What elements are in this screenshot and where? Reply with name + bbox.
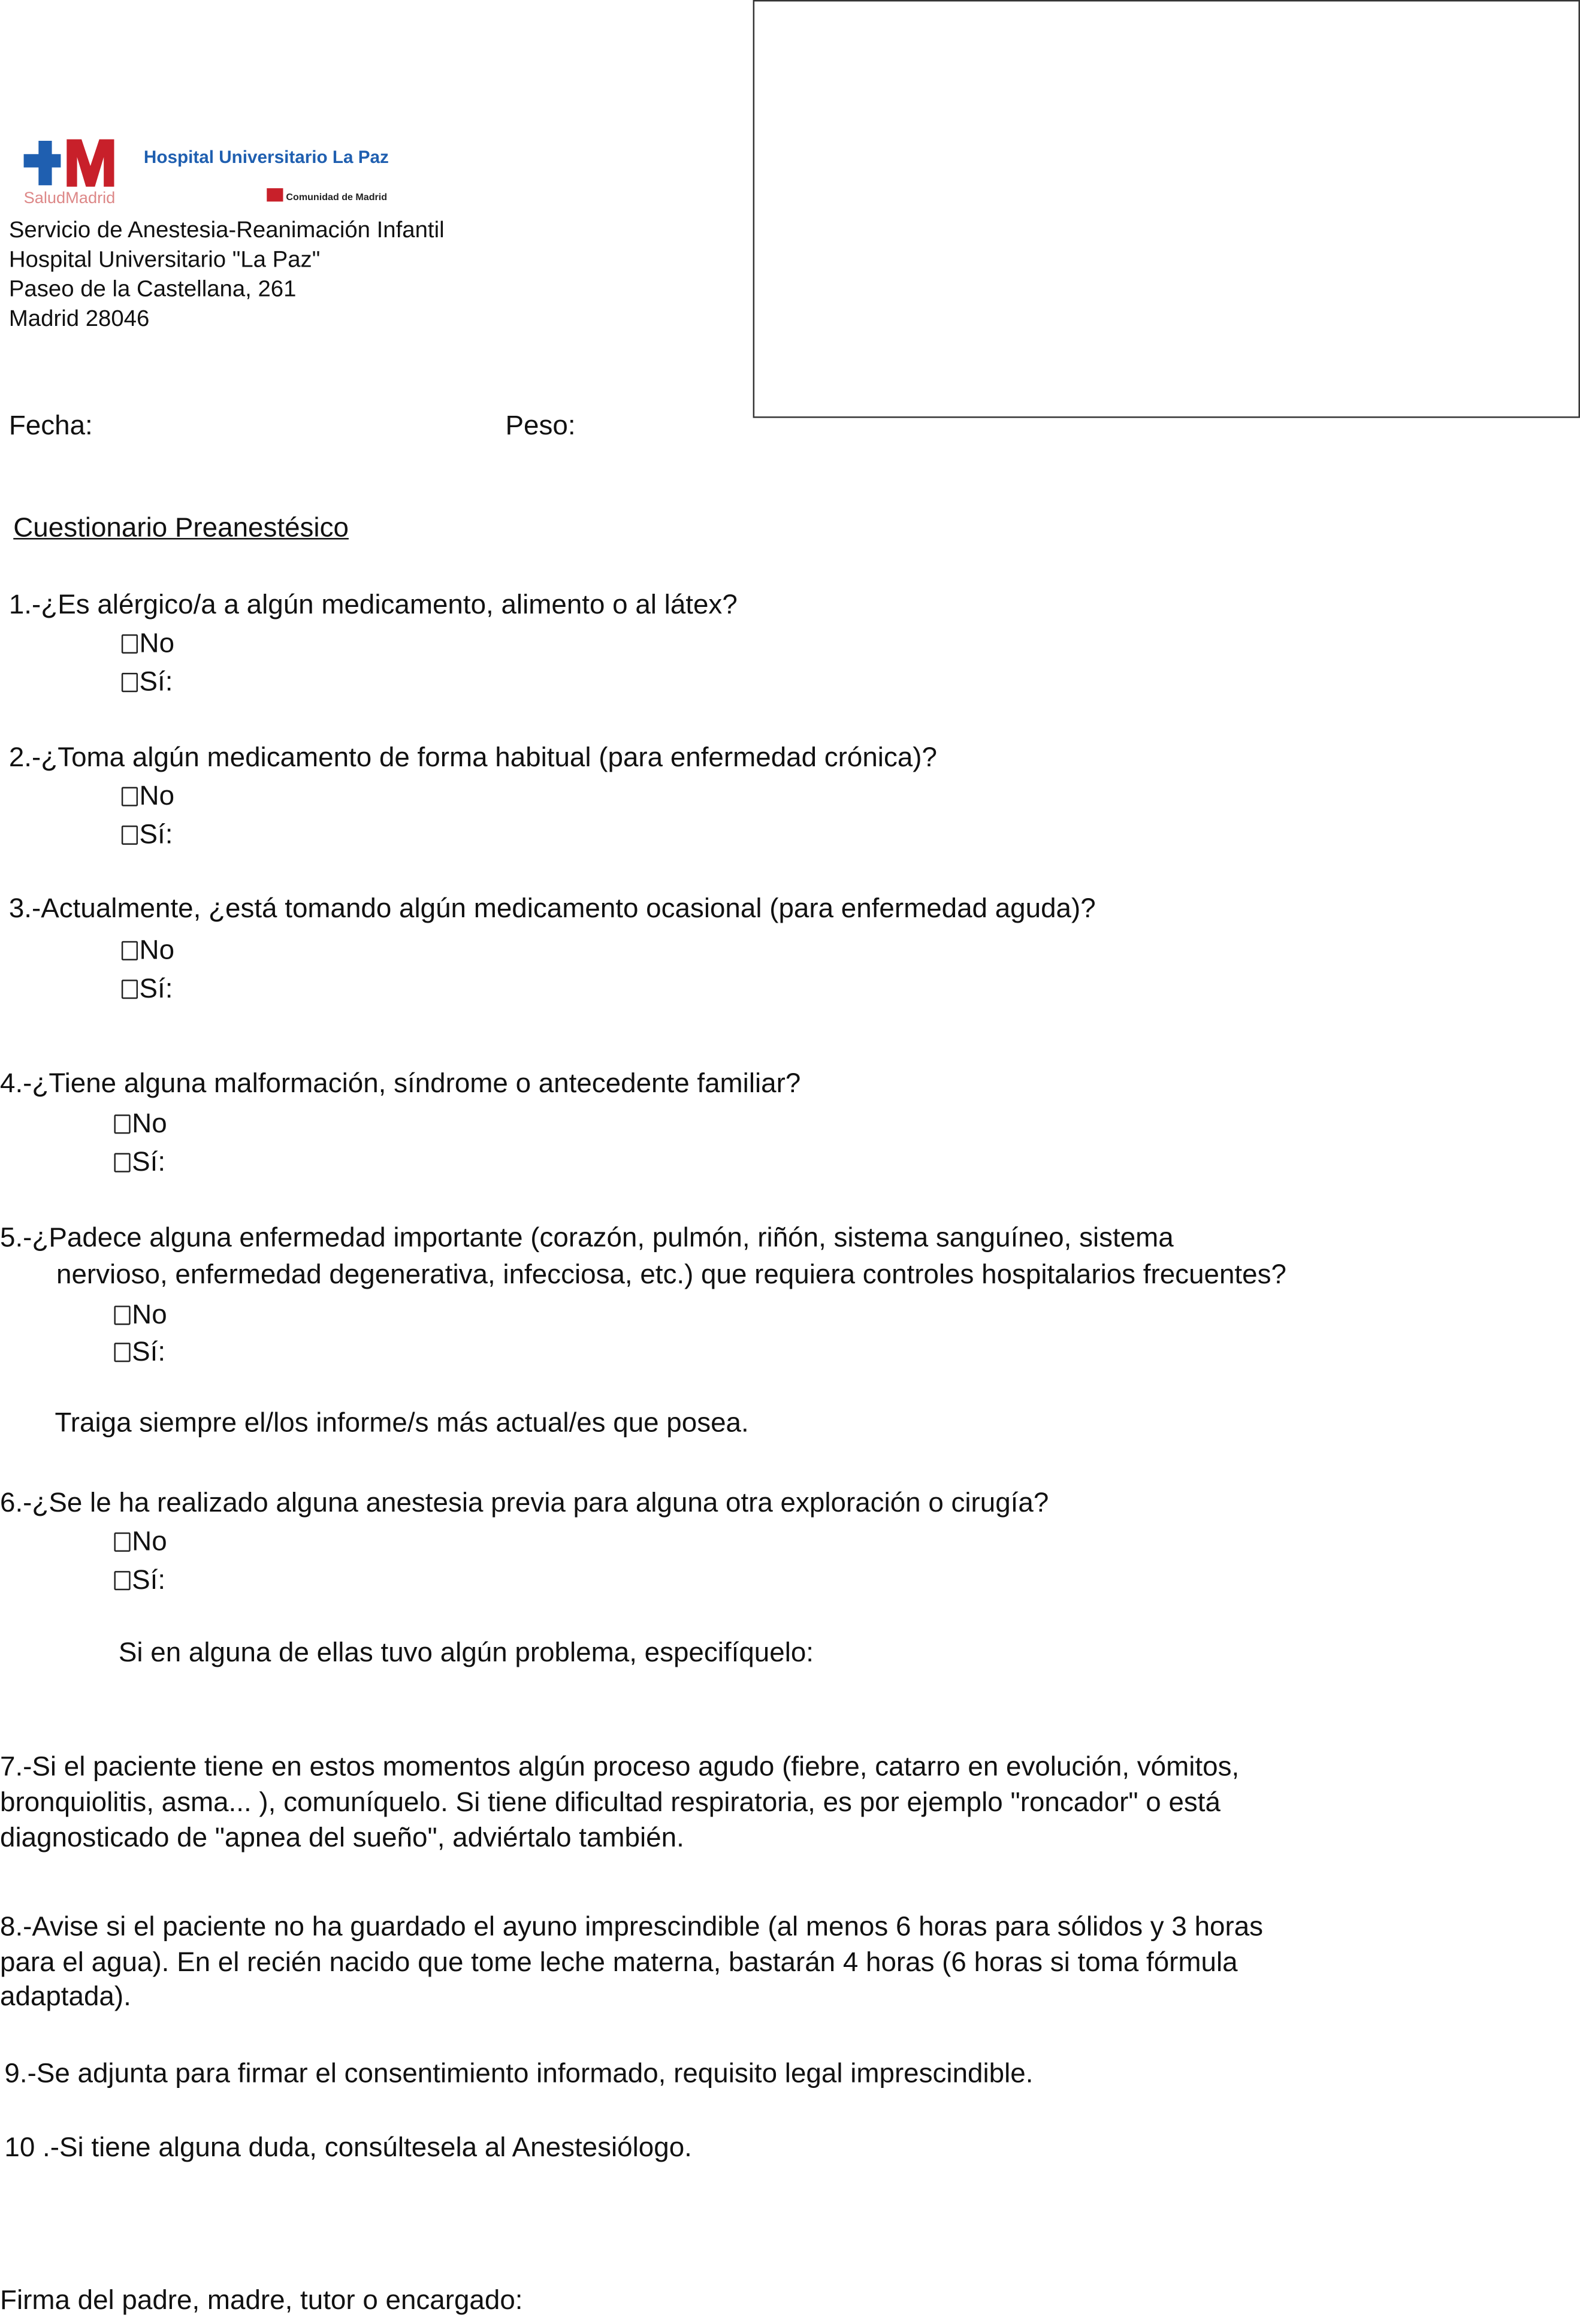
option-si-3[interactable] (122, 972, 173, 1005)
option-label: Sí: (132, 1563, 166, 1595)
form-title: Cuestionario Preanestésico (13, 511, 349, 543)
checkbox[interactable] (122, 941, 138, 960)
checkbox[interactable] (114, 1571, 130, 1590)
svg-text:Comunidad de Madrid: Comunidad de Madrid (286, 191, 388, 203)
note-6: Si en alguna de ellas tuvo algún problema, especifíquelo: (118, 1636, 814, 1667)
label-box (753, 0, 1580, 418)
option-si-4[interactable] (114, 1146, 165, 1178)
checkbox[interactable] (122, 673, 138, 692)
item-7-line: 7.-Si el paciente tiene en estos momentos algún proceso agudo (fiebre, catarro en evolución, vómitos, (0, 1750, 1240, 1782)
option-label: Sí: (132, 1146, 166, 1177)
address-line: Servicio de Anestesia-Reanimación Infantil (8, 217, 445, 243)
item-7-line: diagnosticado de "apnea del sueño", adviértalo también. (0, 1821, 684, 1853)
option-label: No (139, 779, 175, 811)
option-label: No (132, 1525, 167, 1557)
option-si-2[interactable] (122, 818, 173, 850)
question-6: 6.-¿Se le ha realizado alguna anestesia previa para alguna otra exploración o cirugía? (0, 1486, 1049, 1518)
option-label: No (132, 1298, 167, 1329)
question-5: 5.-¿Padece alguna enfermedad importante (corazón, pulmón, riñón, sistema sanguíneo, sistema (0, 1221, 1174, 1253)
option-no-2[interactable] (122, 779, 174, 812)
checkbox[interactable] (122, 826, 138, 845)
checkbox[interactable] (122, 634, 138, 654)
option-no-3[interactable] (122, 933, 174, 966)
signature-label: Firma del padre, madre, tutor o encargado: (0, 2283, 523, 2315)
option-no-1[interactable] (122, 627, 174, 659)
option-si-6[interactable] (114, 1564, 165, 1596)
question-1: 1.-¿Es alérgico/a a algún medicamento, alimento o al látex? (8, 588, 738, 620)
question-3: 3.-Actualmente, ¿está tomando algún medicamento ocasional (para enfermedad aguda)? (8, 892, 1096, 924)
address-line: Hospital Universitario "La Paz" (8, 247, 321, 273)
option-no-4[interactable] (114, 1107, 167, 1140)
question-2: 2.-¿Toma algún medicamento de forma habitual (para enfermedad crónica)? (8, 741, 937, 772)
item-10: 10 .-Si tiene alguna duda, consúltesela al Anestesiólogo. (4, 2131, 692, 2163)
salud-madrid-logo-icon (18, 134, 418, 211)
checkbox[interactable] (122, 787, 138, 806)
option-label: Sí: (139, 665, 173, 697)
option-label: Sí: (132, 1335, 166, 1367)
item-8-line: para el agua). En el recién nacido que tome leche materna, bastarán 4 horas (6 horas si toma fórmula (0, 1945, 1238, 1977)
option-si-1[interactable] (122, 666, 173, 698)
option-label: Sí: (139, 972, 173, 1004)
svg-text:SaludMadrid: SaludMadrid (23, 188, 116, 207)
address-line: Madrid 28046 (8, 307, 150, 333)
option-label: No (132, 1107, 167, 1138)
item-8-line: adaptada). (0, 1980, 131, 2011)
option-label: No (139, 627, 175, 658)
checkbox[interactable] (114, 1305, 130, 1325)
option-no-6[interactable] (114, 1525, 167, 1557)
checkbox[interactable] (114, 1153, 130, 1172)
address-line: Paseo de la Castellana, 261 (8, 277, 297, 303)
option-label: Sí: (139, 818, 173, 850)
checkbox[interactable] (114, 1533, 130, 1552)
checkbox[interactable] (114, 1114, 130, 1134)
fecha-label: Fecha: (8, 409, 93, 440)
item-9: 9.-Se adjunta para firmar el consentimiento informado, requisito legal imprescindible. (4, 2057, 1034, 2089)
option-si-5[interactable] (114, 1335, 165, 1368)
svg-text:Hospital Universitario La Paz: Hospital Universitario La Paz (143, 147, 389, 168)
checkbox[interactable] (122, 980, 138, 999)
option-no-5[interactable] (114, 1298, 167, 1331)
hospital-logo (18, 134, 418, 211)
item-7-line: bronquiolitis, asma... ), comuníquelo. Si tiene dificultad respiratoria, es por ejemplo "roncador" o está (0, 1785, 1221, 1817)
checkbox[interactable] (114, 1343, 130, 1362)
note-5: Traiga siempre el/los informe/s más actual/es que posea. (55, 1406, 749, 1438)
option-label: No (139, 933, 175, 965)
item-8-line: 8.-Avise si el paciente no ha guardado el ayuno imprescindible (al menos 6 horas para sólidos y 3 horas (0, 1910, 1264, 1942)
question-5-cont: nervioso, enfermedad degenerativa, infecciosa, etc.) que requiera controles hospitalarios frecuentes? (56, 1258, 1286, 1290)
question-4: 4.-¿Tiene alguna malformación, síndrome o antecedente familiar? (0, 1067, 801, 1099)
peso-label: Peso: (505, 409, 576, 440)
